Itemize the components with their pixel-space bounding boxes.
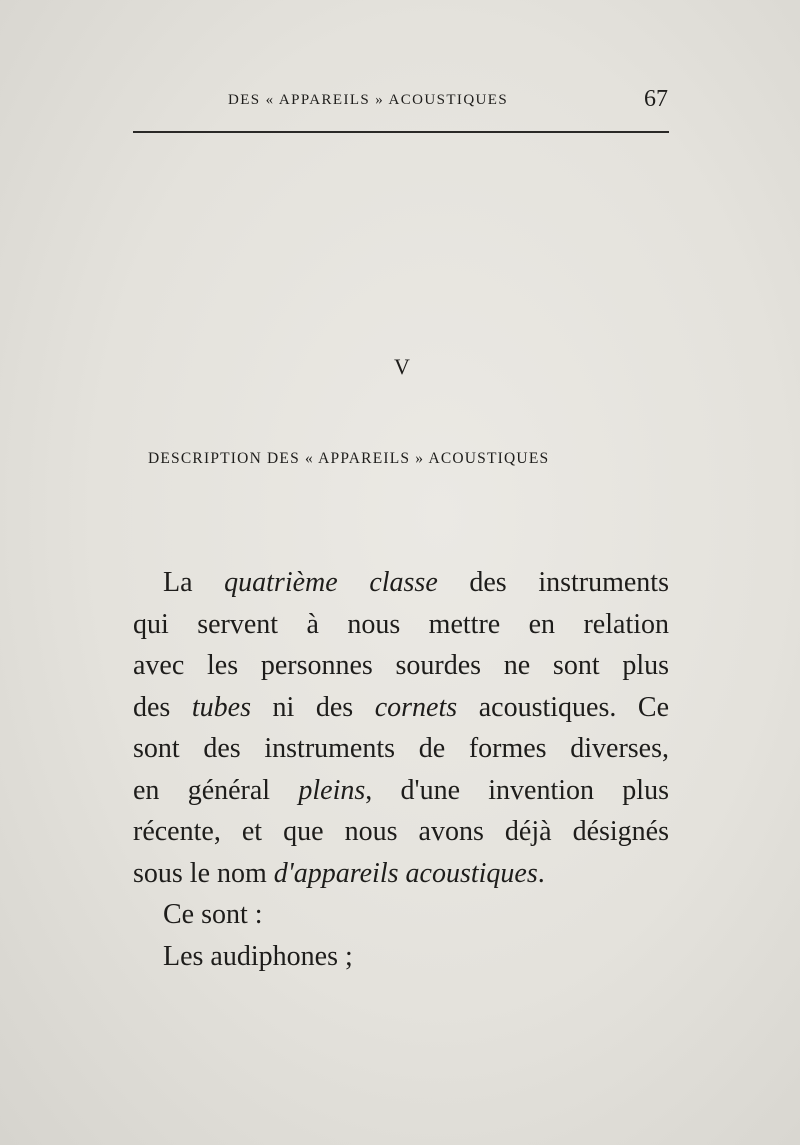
italic-run: cornets — [374, 691, 458, 723]
text-run: en général — [133, 774, 299, 806]
text-run: des — [133, 691, 192, 723]
chapter-title: DESCRIPTION DES « APPAREILS » ACOUSTIQUES — [148, 450, 550, 467]
text-run: , d'une invention plus — [365, 774, 669, 806]
paragraph-line — [133, 562, 669, 604]
text-run: sont des instruments de formes diverses, — [133, 733, 669, 764]
text-run: ni des — [250, 691, 375, 723]
text-run: . — [537, 857, 545, 889]
paragraph-line: Les audiphones ; — [163, 940, 353, 972]
paragraph-line — [133, 645, 669, 687]
header-rule — [133, 131, 669, 133]
text-run: qui servent à nous mettre en relation — [133, 608, 669, 640]
italic-run: d'appareils acoustiques — [273, 857, 538, 889]
paragraph-line — [133, 853, 669, 895]
text-run: La — [163, 567, 225, 598]
running-head — [0, 86, 800, 122]
text-run: acoustiques. Ce — [457, 691, 669, 723]
paragraph-line: Ce sont : — [163, 899, 263, 930]
text-run: avec les personnes sourdes ne sont plus — [133, 650, 669, 681]
body-text — [133, 562, 669, 977]
text-run: sous le nom — [133, 857, 274, 889]
text-run: récente, et que nous avons déjà désignés — [133, 816, 669, 847]
italic-run: quatrième classe — [224, 567, 438, 598]
page-number: 67 — [644, 86, 668, 112]
text-run: des instruments — [437, 567, 669, 598]
paragraph-line — [133, 770, 669, 812]
paragraph-line — [133, 728, 669, 770]
paragraph-intro — [133, 562, 669, 894]
paragraph-line — [133, 687, 669, 729]
paragraph-line — [133, 604, 669, 646]
italic-run: tubes — [191, 691, 251, 723]
paragraph-line — [133, 811, 669, 853]
italic-run: pleins — [298, 774, 366, 806]
chapter-number: V — [394, 354, 410, 379]
running-title: DES « APPAREILS » ACOUSTIQUES — [228, 92, 509, 108]
